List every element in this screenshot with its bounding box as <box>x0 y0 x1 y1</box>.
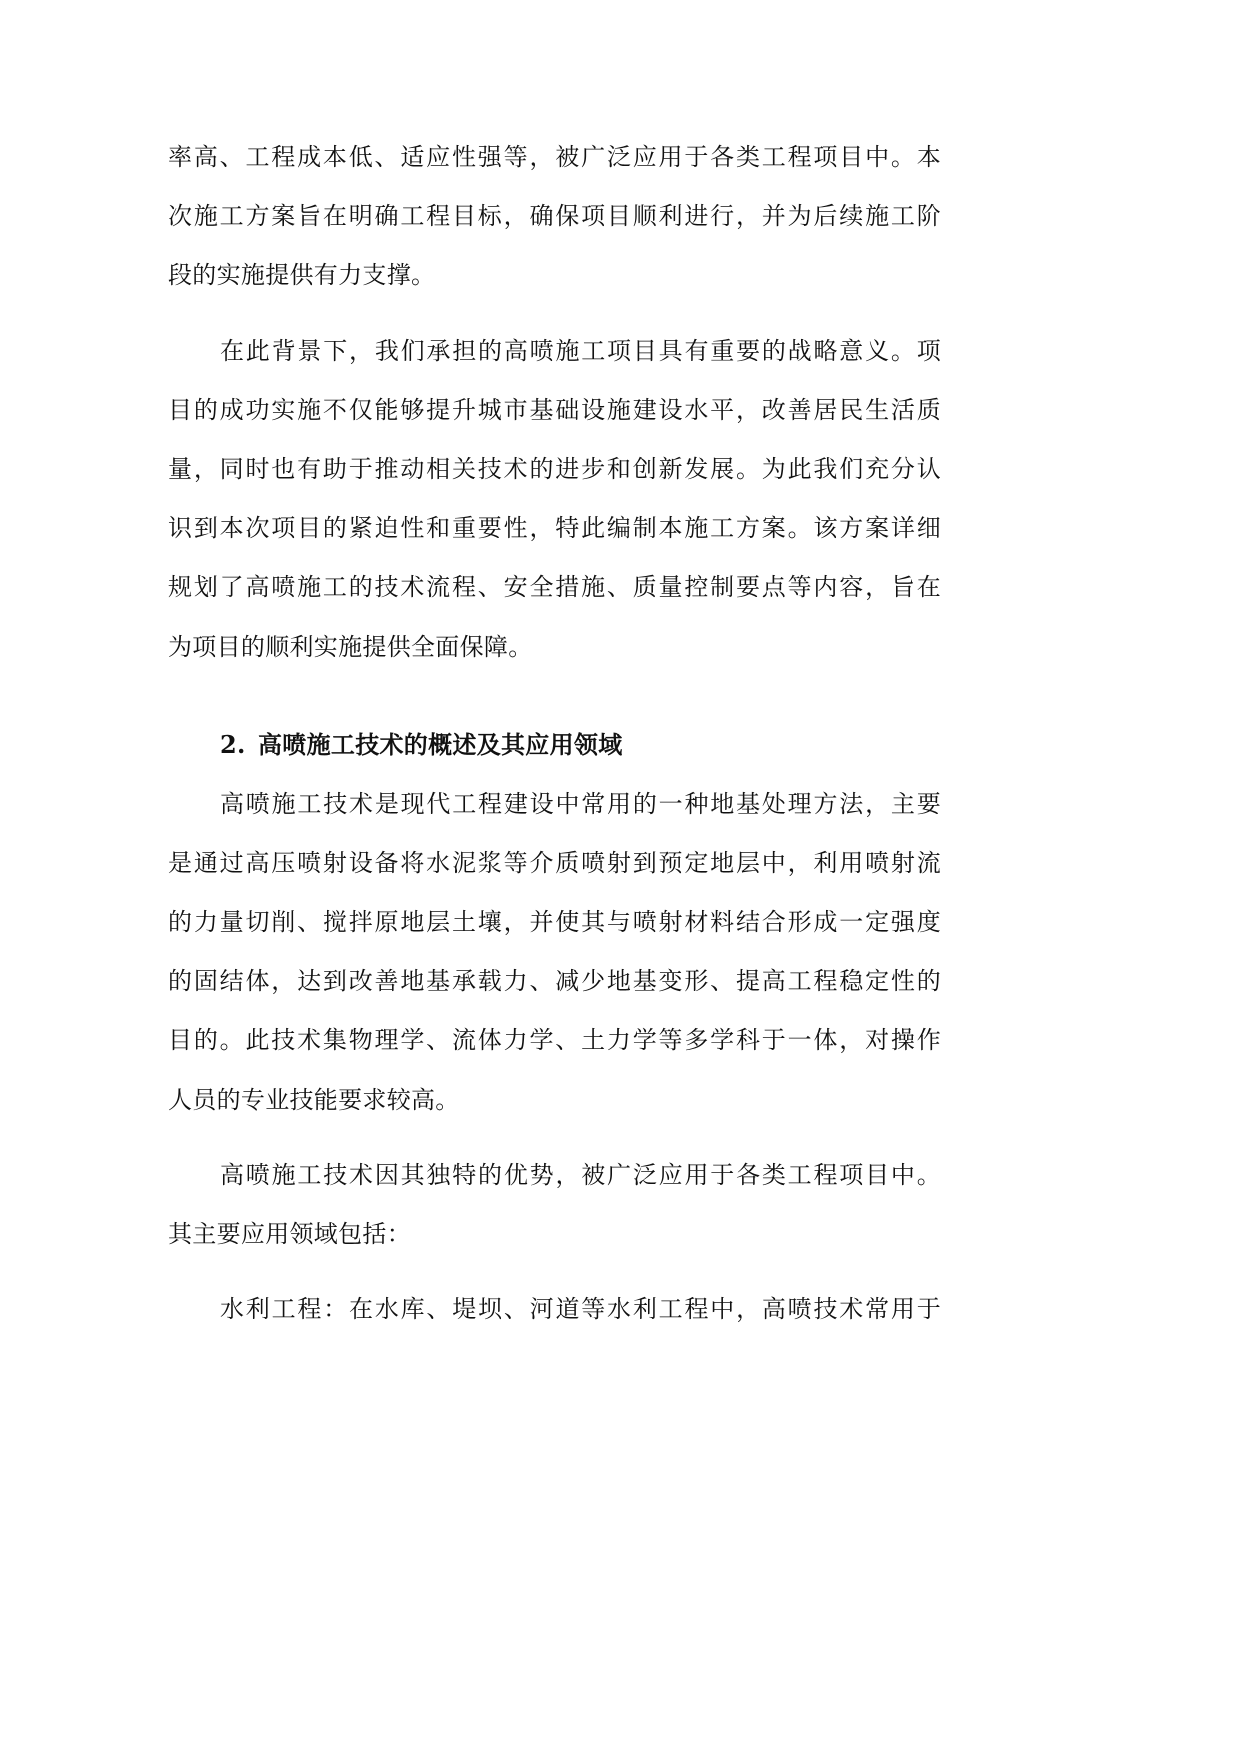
text-line: 次施工方案旨在明确工程目标，确保项目顺利进行，并为后续施工阶 <box>168 202 941 231</box>
paragraph-spacer <box>168 1264 941 1280</box>
text-line: 识到本次项目的紧迫性和重要性，特此编制本施工方案。该方案详细 <box>168 514 941 543</box>
text-line: 高喷施工技术是现代工程建设中常用的一种地基处理方法，主要 <box>220 789 941 818</box>
paragraph-background <box>168 322 941 677</box>
text-line: 目的。此技术集物理学、流体力学、土力学等多学科于一体，对操作 <box>168 1026 941 1055</box>
text-line: 在此背景下，我们承担的高喷施工项目具有重要的战略意义。项 <box>220 336 941 365</box>
paragraph-intro-continuation <box>168 128 941 306</box>
section-heading <box>168 715 941 775</box>
text-line: 其主要应用领域包括： <box>168 1220 411 1248</box>
paragraph-spacer <box>168 306 941 322</box>
text-line: 人员的专业技能要求较高。 <box>168 1085 460 1114</box>
paragraph-application-intro <box>168 1146 941 1264</box>
text-line: 高喷施工技术因其独特的优势，被广泛应用于各类工程项目中。 <box>220 1160 941 1189</box>
text-line: 的力量切削、搅拌原地层土壤，并使其与喷射材料结合形成一定强度 <box>168 908 941 937</box>
text-line: 为项目的顺利实施提供全面保障。 <box>168 632 533 661</box>
text-line: 是通过高压喷射设备将水泥浆等介质喷射到预定地层中，利用喷射流 <box>168 848 941 877</box>
paragraph-water-conservancy <box>168 1280 941 1339</box>
section-number: 2. <box>220 729 246 759</box>
section-title: 高喷施工技术的概述及其应用领域 <box>258 729 623 759</box>
text-line: 规划了高喷施工的技术流程、安全措施、质量控制要点等内容，旨在 <box>168 573 941 602</box>
text-line: 量，同时也有助于推动相关技术的进步和创新发展。为此我们充分认 <box>168 454 941 483</box>
text-line: 水利工程：在水库、堤坝、河道等水利工程中，高喷技术常用于 <box>220 1295 941 1324</box>
text-line: 率高、工程成本低、适应性强等，被广泛应用于各类工程项目中。本 <box>168 143 941 171</box>
text-line: 段的实施提供有力支撑。 <box>168 261 436 290</box>
text-line: 目的成功实施不仅能够提升城市基础设施建设水平，改善居民生活质 <box>168 395 941 424</box>
paragraph-spacer <box>168 1130 941 1146</box>
text-line: 的固结体，达到改善地基承载力、减少地基变形、提高工程稳定性的 <box>168 967 941 996</box>
section-spacer <box>168 677 941 715</box>
document-body <box>168 128 941 1339</box>
paragraph-technology-overview <box>168 775 941 1130</box>
